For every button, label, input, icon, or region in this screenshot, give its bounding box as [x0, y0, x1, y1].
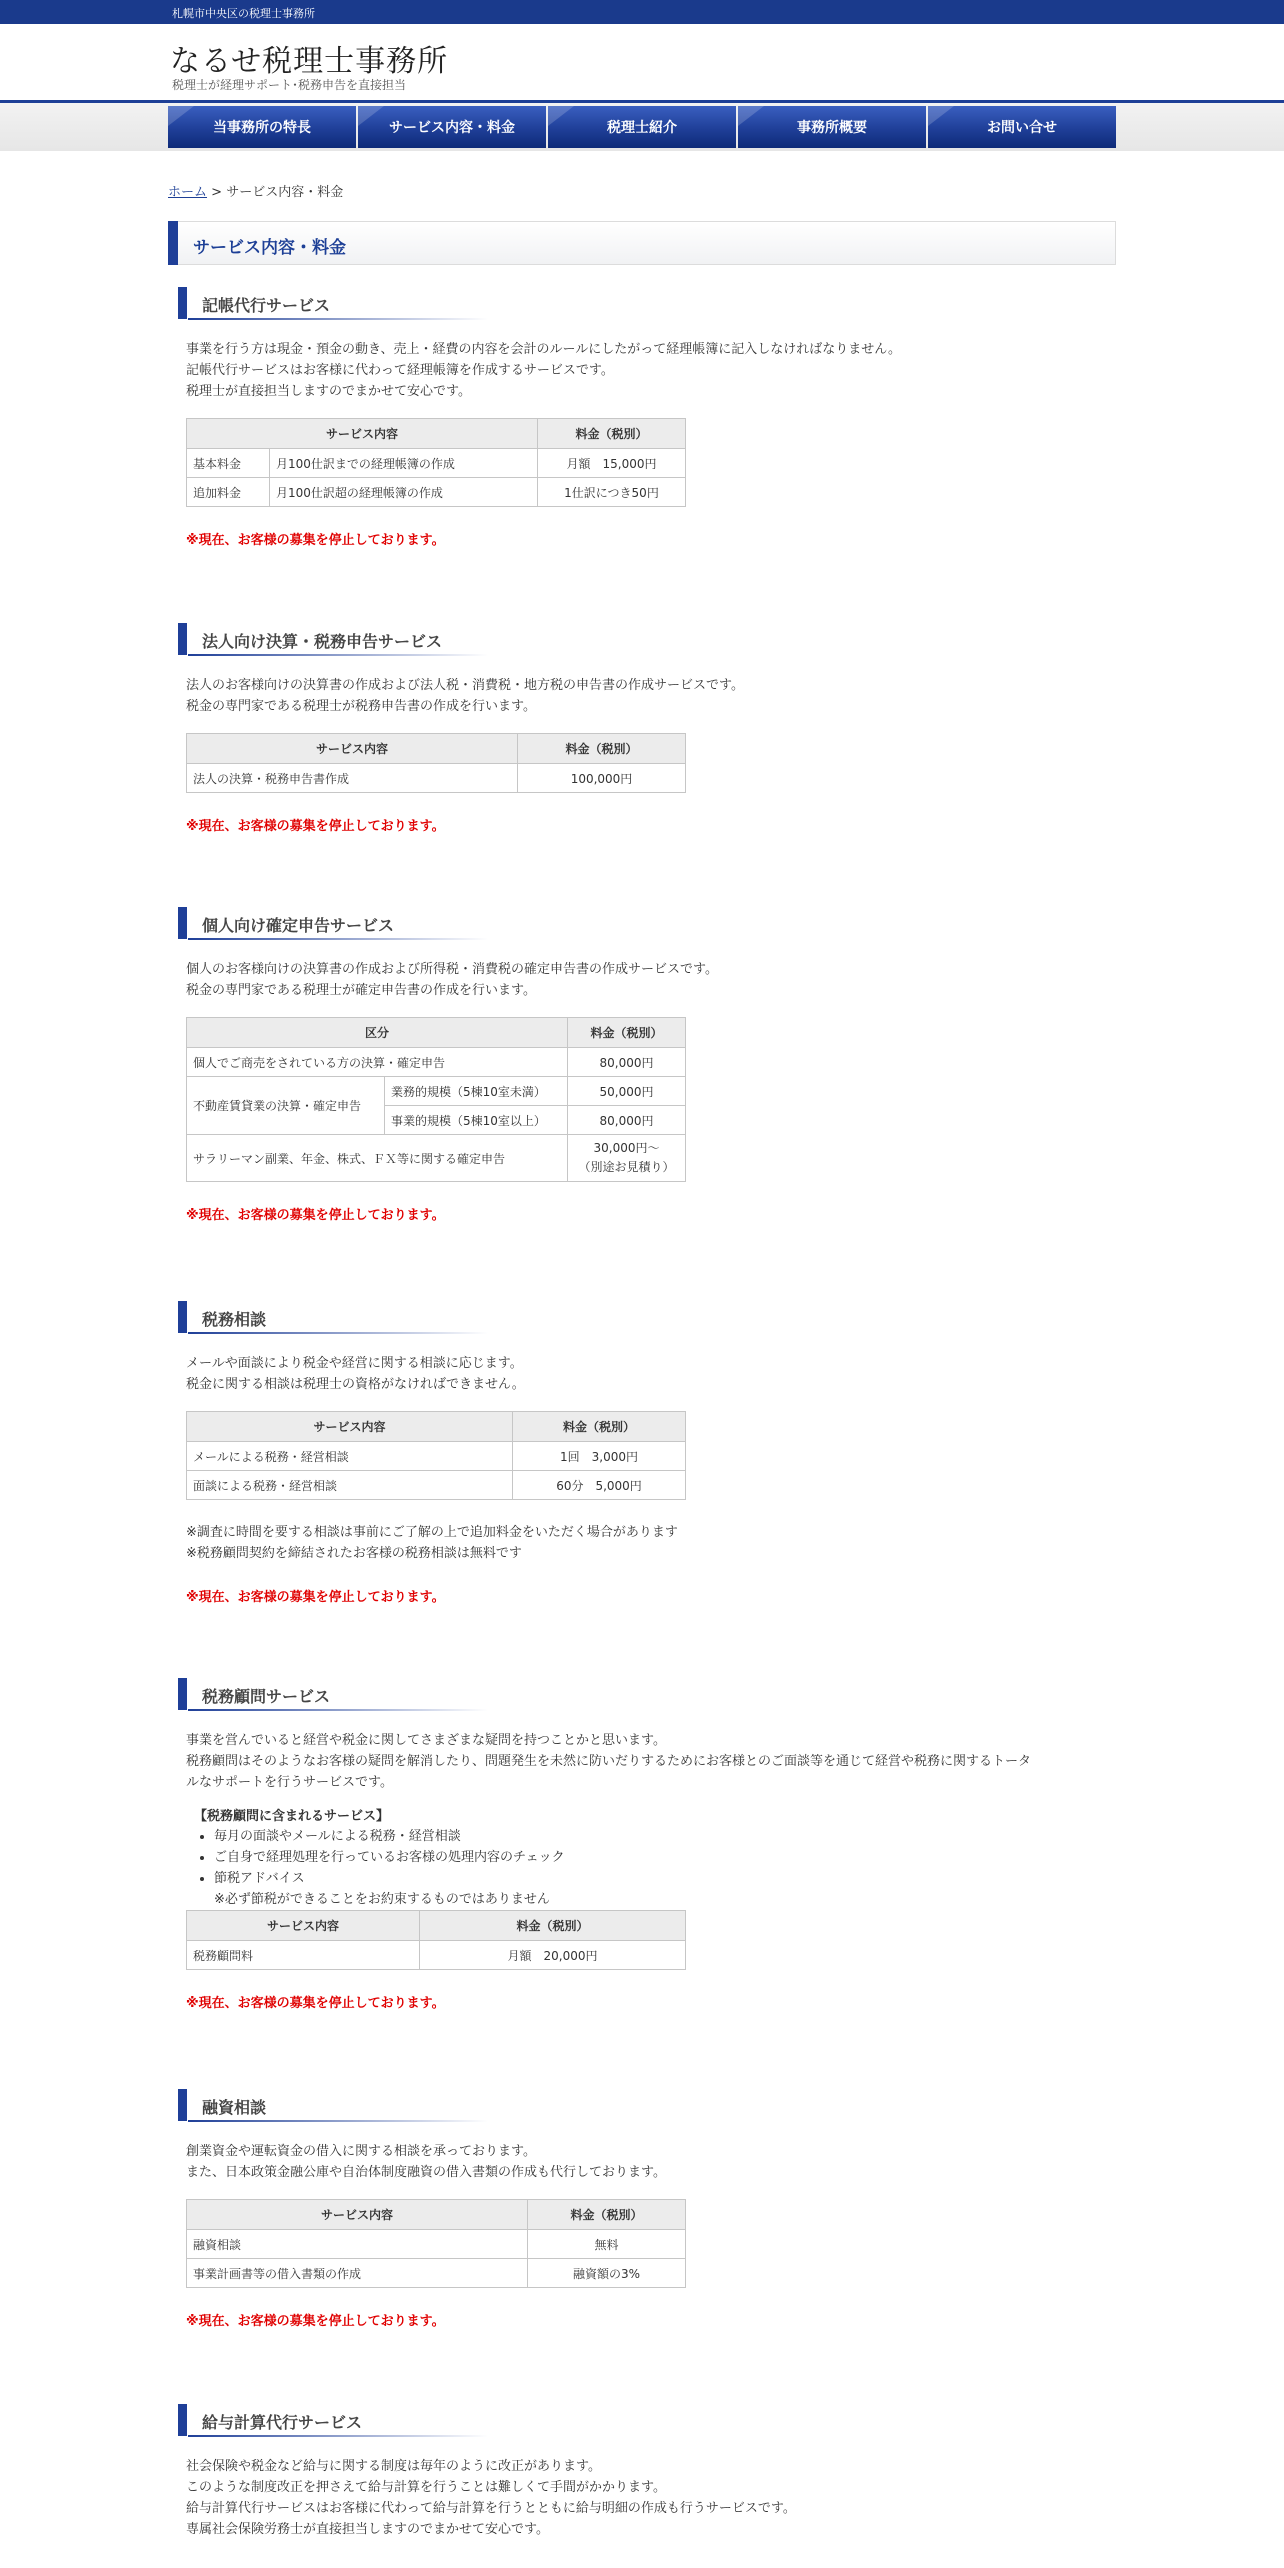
fee-amount: 30,000円～ [593, 1141, 660, 1155]
cell-service: 月100仕訳までの経理帳簿の作成 [270, 449, 538, 478]
desc-line: 税理士が直接担当しますのでまかせて安心です。 [186, 384, 471, 399]
cell-subcategory: 事業的規模（5棟10室以上） [385, 1106, 568, 1135]
site-title[interactable]: なるせ税理士事務所 [170, 44, 449, 79]
section-description [186, 959, 1088, 1001]
desc-line: このような制度改正を押さえて給与計算を行うことは難しくて手間がかかります。 [186, 2480, 666, 2495]
cell-label: 基本料金 [187, 449, 270, 478]
price-table [186, 1910, 686, 1970]
section-heading [178, 623, 1088, 655]
heading-underline [188, 2120, 488, 2122]
heading-accent [178, 2089, 187, 2121]
heading-accent [178, 623, 187, 655]
price-table [186, 1017, 686, 1182]
page-title: サービス内容・料金 [193, 238, 346, 258]
col-header-service: サービス内容 [187, 1911, 420, 1941]
cell-service: 法人の決算・税務申告書作成 [187, 764, 518, 793]
price-table [186, 2199, 686, 2288]
cell-service: 融資相談 [187, 2230, 528, 2259]
section-heading [178, 2404, 1088, 2436]
table-header-row [187, 734, 686, 764]
section-heading [178, 287, 1088, 319]
cell-service: 月100仕訳超の経理帳簿の作成 [270, 478, 538, 507]
list-item: • ご自身で経理処理を行っているお客様の処理内容のチェック [214, 1847, 1088, 1868]
table-header-row [187, 1018, 686, 1048]
desc-line: メールや面談により税金や経営に関する相談に応じます。 [186, 1356, 523, 1371]
desc-line: 税金の専門家である税理士が税務申告書の作成を行います。 [186, 699, 536, 714]
heading-accent [178, 2404, 187, 2436]
section-title: 法人向け決算・税務申告サービス [202, 632, 443, 651]
cell-fee: 融資額の3% [528, 2259, 686, 2288]
section-bookkeeping [178, 287, 1088, 548]
table-row [187, 478, 686, 507]
fee-note: （別途お見積り） [578, 1160, 675, 1174]
col-header-fee: 料金（税別） [538, 419, 686, 449]
heading-accent [178, 907, 187, 939]
site-header [0, 24, 1284, 103]
section-financing [178, 2089, 1088, 2329]
section-heading [178, 2089, 1088, 2121]
nav-office[interactable]: 事務所概要 [738, 106, 926, 148]
recruitment-stopped-notice: ※現在、お客様の募集を停止しております。 [186, 2314, 445, 2329]
section-heading [178, 907, 1088, 939]
breadcrumb-home-link[interactable]: ホーム [168, 185, 208, 200]
section-title: 税務相談 [202, 1310, 267, 1329]
consultation-notes [186, 1522, 1088, 1564]
section-individual-tax [178, 907, 1088, 1223]
col-header-service: サービス内容 [187, 2200, 528, 2230]
table-header-row [187, 2200, 686, 2230]
table-header-row [187, 1412, 686, 1442]
heading-accent [178, 1301, 187, 1333]
breadcrumb [168, 181, 343, 200]
recruitment-stopped-notice: ※現在、お客様の募集を停止しております。 [186, 533, 445, 548]
section-heading [178, 1301, 1088, 1333]
desc-line: 税務顧問はそのようなお客様の疑問を解消したり、問題発生を未然に防いだりするためにお客様とのご面談等を通じて経営や税務に関するトータ [186, 1754, 1032, 1769]
top-bar-text: 札幌市中央区の税理士事務所 [172, 7, 315, 20]
table-row [187, 1077, 686, 1106]
section-description [186, 2456, 1088, 2540]
table-row [187, 449, 686, 478]
section-description [186, 1353, 1088, 1395]
cell-fee: 1回 3,000円 [513, 1442, 686, 1471]
cell-fee: 80,000円 [568, 1106, 686, 1135]
table-row [187, 2230, 686, 2259]
heading-underline [188, 1332, 488, 1334]
table-row [187, 1048, 686, 1077]
col-header-service: サービス内容 [187, 734, 518, 764]
included-services-heading: 【税務顧問に含まれるサービス】 [194, 1809, 390, 1824]
page-title-accent [168, 221, 178, 265]
desc-line: 事業を行う方は現金・預金の動き、売上・経費の内容を会計のルールにしたがって経理帳簿に記入しなければなりません。 [186, 342, 902, 357]
cell-label: 追加料金 [187, 478, 270, 507]
page-title-box [168, 221, 1116, 265]
price-table [186, 1411, 686, 1500]
section-description [186, 1730, 1088, 1793]
section-tax-consultation [178, 1301, 1088, 1605]
cell-category: 不動産賃貸業の決算・確定申告 [187, 1077, 385, 1135]
cell-fee: 無料 [528, 2230, 686, 2259]
site-subtitle: 税理士が経理サポート･税務申告を直接担当 [172, 78, 407, 92]
heading-underline [188, 654, 488, 656]
cell-fee: 50,000円 [568, 1077, 686, 1106]
col-header-fee: 料金（税別） [513, 1412, 686, 1442]
col-header-service: サービス内容 [187, 1412, 513, 1442]
table-row [187, 1442, 686, 1471]
heading-underline [188, 938, 488, 940]
section-description [186, 339, 1088, 402]
cell-fee: 1仕訳につき50円 [538, 478, 686, 507]
cell-fee [568, 1135, 686, 1182]
section-heading [178, 1678, 1088, 1710]
col-header-fee: 料金（税別） [528, 2200, 686, 2230]
section-title: 記帳代行サービス [202, 296, 331, 315]
table-header-row [187, 1911, 686, 1941]
col-header-fee: 料金（税別） [518, 734, 686, 764]
list-item: • 毎月の面談やメールによる税務・経営相談 [214, 1826, 1088, 1847]
recruitment-stopped-notice: ※現在、お客様の募集を停止しております。 [186, 819, 445, 834]
section-title: 融資相談 [202, 2098, 267, 2117]
desc-line: 給与計算代行サービスはお客様に代わって給与計算を行うとともに給与明細の作成も行うサービスです。 [186, 2501, 796, 2516]
nav-features[interactable]: 当事務所の特長 [168, 106, 356, 148]
col-header-service: サービス内容 [187, 419, 538, 449]
recruitment-stopped-notice: ※現在、お客様の募集を停止しております。 [186, 1208, 445, 1223]
heading-underline [188, 2435, 488, 2437]
desc-line: また、日本政策金融公庫や自治体制度融資の借入書類の作成も代行しております。 [186, 2165, 666, 2180]
cell-category: 個人でご商売をされている方の決算・確定申告 [187, 1048, 568, 1077]
table-header-row [187, 419, 686, 449]
list-item: • 節税アドバイス [214, 1868, 1088, 1889]
desc-line: 税金に関する相談は税理士の資格がなければできません。 [186, 1377, 525, 1392]
global-nav [168, 106, 1116, 148]
cell-fee: 100,000円 [518, 764, 686, 793]
cell-service: メールによる税務・経営相談 [187, 1442, 513, 1471]
table-row [187, 1135, 686, 1182]
col-header-category: 区分 [187, 1018, 568, 1048]
cell-subcategory: 業務的規模（5棟10室未満） [385, 1077, 568, 1106]
cell-category: サラリーマン副業、年金、株式、ＦＸ等に関する確定申告 [187, 1135, 568, 1182]
heading-accent [178, 287, 187, 319]
cell-service: 税務顧問料 [187, 1941, 420, 1970]
heading-underline [188, 1709, 488, 1711]
nav-contact[interactable]: お問い合せ [928, 106, 1116, 148]
section-title: 給与計算代行サービス [202, 2413, 363, 2432]
cell-fee: 月額 15,000円 [538, 449, 686, 478]
cell-fee: 60分 5,000円 [513, 1471, 686, 1500]
section-payroll [178, 2404, 1088, 2550]
top-bar [0, 0, 1284, 24]
desc-line: 社会保険や税金など給与に関する制度は毎年のように改正があります。 [186, 2459, 601, 2474]
included-services-list [214, 1826, 1088, 1889]
table-row [187, 1941, 686, 1970]
heading-underline [188, 318, 488, 320]
heading-accent [178, 1678, 187, 1710]
col-header-fee: 料金（税別） [568, 1018, 686, 1048]
section-corporate-tax [178, 623, 1088, 834]
recruitment-stopped-notice: ※現在、お客様の募集を停止しております。 [186, 1996, 445, 2011]
table-row [187, 764, 686, 793]
desc-line: 法人のお客様向けの決算書の作成および法人税・消費税・地方税の申告書の作成サービスです。 [186, 678, 744, 693]
col-header-fee: 料金（税別） [420, 1911, 686, 1941]
desc-line: ルなサポートを行うサービスです。 [186, 1775, 393, 1790]
desc-line: 専属社会保険労務士が直接担当しますのでまかせて安心です。 [186, 2522, 549, 2537]
section-title: 税務顧問サービス [202, 1687, 331, 1706]
desc-line: 記帳代行サービスはお客様に代わって経理帳簿を作成するサービスです。 [186, 363, 614, 378]
breadcrumb-current: サービス内容・料金 [226, 185, 344, 200]
desc-line: 税金の専門家である税理士が確定申告書の作成を行います。 [186, 983, 536, 998]
desc-line: 事業を営んでいると経営や税金に関してさまざまな疑問を持つことかと思います。 [186, 1733, 666, 1748]
table-row [187, 1471, 686, 1500]
price-table [186, 733, 686, 793]
cell-service: 事業計画書等の借入書類の作成 [187, 2259, 528, 2288]
desc-line: 創業資金や運転資金の借入に関する相談を承っております。 [186, 2144, 536, 2159]
global-nav-bar [0, 103, 1284, 151]
section-description [186, 2141, 1088, 2183]
tax-saving-note: ※必ず節税ができることをお約束するものではありません [214, 1892, 550, 1907]
note-line: ※調査に時間を要する相談は事前にご了解の上で追加料金をいただく場合があります [186, 1525, 678, 1540]
nav-accountant[interactable]: 税理士紹介 [548, 106, 736, 148]
cell-service: 面談による税務・経営相談 [187, 1471, 513, 1500]
table-row [187, 2259, 686, 2288]
breadcrumb-separator: > [207, 185, 227, 200]
desc-line: 個人のお客様向けの決算書の作成および所得税・消費税の確定申告書の作成サービスです。 [186, 962, 718, 977]
price-table [186, 418, 686, 507]
cell-fee: 月額 20,000円 [420, 1941, 686, 1970]
cell-fee: 80,000円 [568, 1048, 686, 1077]
section-tax-advisory [178, 1678, 1088, 2011]
nav-services[interactable]: サービス内容・料金 [358, 106, 546, 148]
recruitment-stopped-notice: ※現在、お客様の募集を停止しております。 [186, 1590, 445, 1605]
section-title: 個人向け確定申告サービス [202, 916, 395, 935]
section-description [186, 675, 1088, 717]
note-line: ※税務顧問契約を締結されたお客様の税務相談は無料です [186, 1546, 522, 1561]
